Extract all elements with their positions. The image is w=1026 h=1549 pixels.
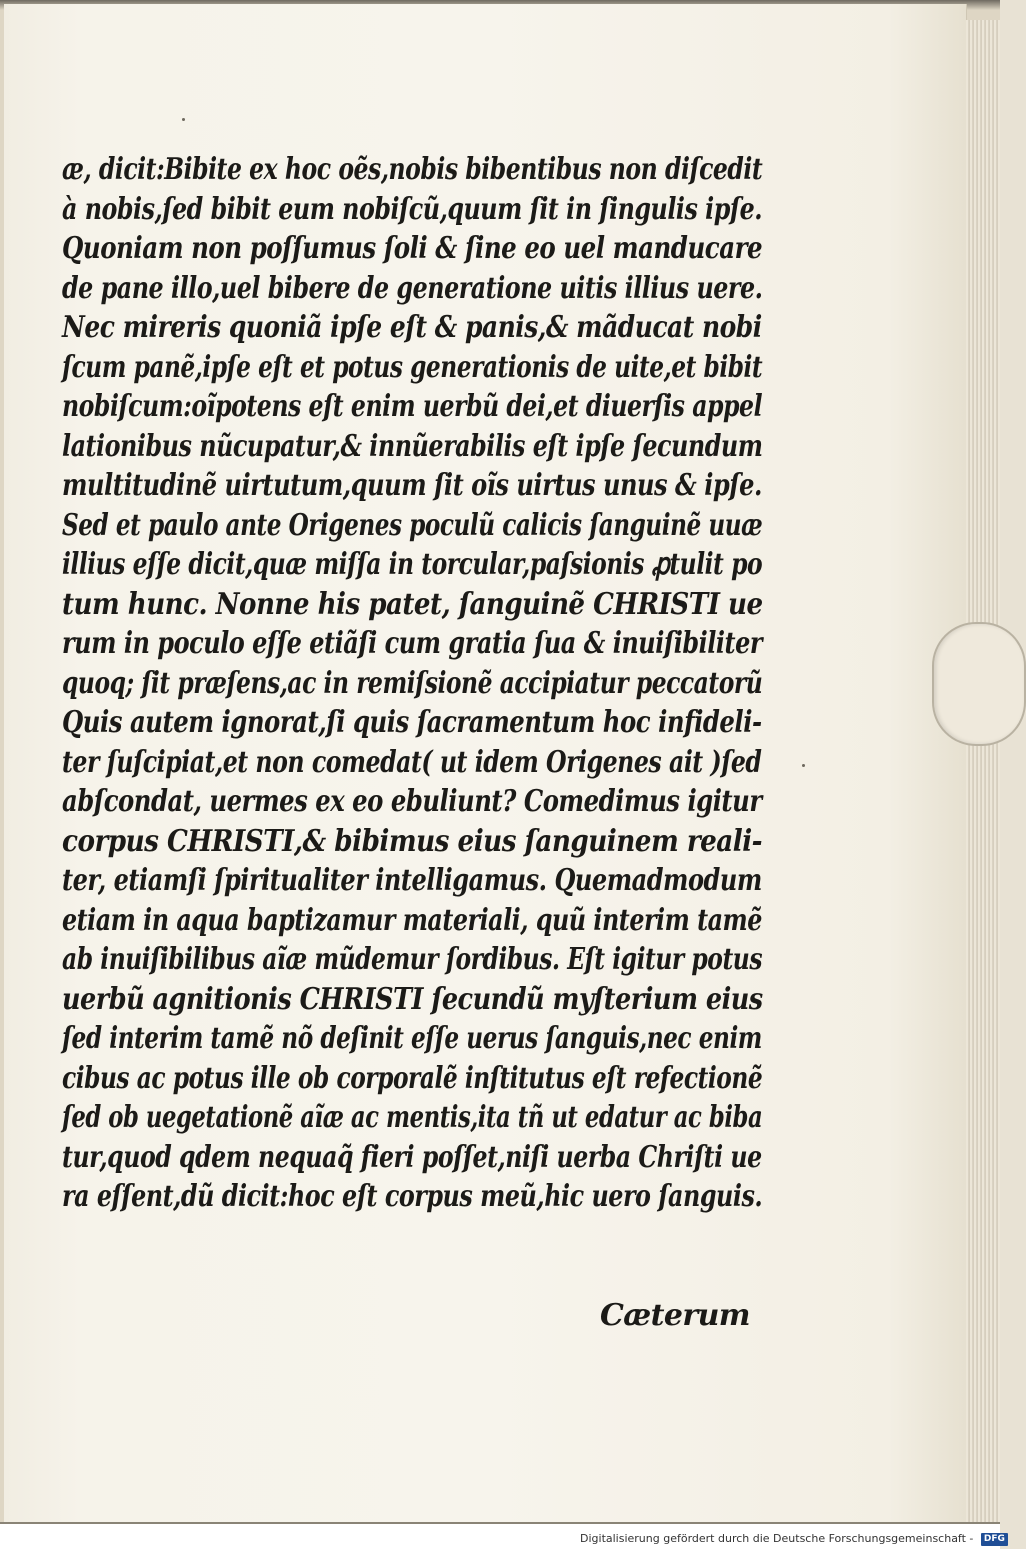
scanner-clamp [932,622,1026,746]
body-text [62,150,762,1217]
credit-text: Digitalisierung gefördert durch die Deutsche Forschungsgemeinschaft - [580,1532,974,1545]
text-line: lationibus nũcupatur,& innũerabilis eſt ipſe ſecundum [62,428,763,464]
text-line: æ, dicit:Bibite ex hoc oẽs,nobis bibentibus non diſcedit [62,152,763,187]
text-line: cibus ac potus ille ob corporalẽ inſtitutus eſt refectionẽ [62,1060,763,1096]
page-edge-stack [966,20,1000,1525]
ink-speck [182,118,185,121]
text-line: uerbũ agnitionis CHRISTI ſecundũ myſterium eius [62,981,763,1017]
dfg-logo-icon: DFG [981,1533,1008,1546]
text-line: rum in poculo eſſe etiãſi cum gratia ſua & inuiſibiliter [62,626,763,661]
text-line: de pane illo,uel bibere de generatione uitis illius uere. [62,270,763,306]
text-line: quoq; ſit præſens,ac in remiſsionẽ accipiatur peccatorũ [62,665,763,701]
text-line: Quoniam non poſſumus ſoli & ſine eo uel manducare [62,231,763,266]
text-line: à nobis,ſed bibit eum nobiſcũ,quum ſit in ſingulis ipſe. [62,191,763,227]
text-line: Sed et paulo ante Origenes poculũ calicis ſanguinẽ uuæ [62,507,763,543]
digitization-credit [580,1529,1005,1549]
text-line: corpus CHRISTI,& bibimus eius ſanguinem reali- [62,823,763,859]
catchword: Cæterum [600,1298,750,1333]
text-line: ter, etiamſi ſpiritualiter intelligamus. Quemadmodum [62,863,762,898]
text-line: ſed interim tamẽ nõ deſinit eſſe uerus ſanguis,nec enim [62,1021,762,1056]
text-line: ab inuiſibilibus aĩæ mũdemur ſordibus. Eſt igitur potus [62,942,763,977]
text-line: abſcondat, uermes ex eo ebuliunt? Comedimus igitur [62,784,762,819]
text-line: ſed ob uegetationẽ aĩæ ac mentis,ita tñ ut edatur ac biba [62,1100,763,1135]
ink-speck [802,764,805,767]
text-line: ſcum panẽ,ipſe eſt et potus generationis de uite,et bibit [62,349,763,385]
text-line: multitudinẽ uirtutum,quum ſit oĩs uirtus unus & ipſe. [62,468,762,503]
text-line: tur,quod qdem nequaq̃ fieri poſſet,niſi uerba Chriſti ue [62,1139,762,1175]
text-line: ra eſſent,dũ dicit:hoc eſt corpus meũ,hic uero ſanguis. [62,1179,763,1214]
text-line: Quis autem ignorat,ſi quis ſacramentum hoc infideli- [62,705,762,740]
text-line: etiam in aqua baptizamur materiali, quũ interim tamẽ [62,902,762,938]
text-line: illius eſſe dicit,quæ miſſa in torcular,paſsionis ꝓtulit po [62,547,763,582]
text-line: nobiſcum:oĩpotens eſt enim uerbũ dei,et diuerſis appel [62,389,763,424]
text-line: Nec mireris quoniã ipſe eſt & panis,& mãducat nobi [62,310,762,345]
text-line: ter ſuſcipiat,et non comedat( ut idem Origenes ait )ſed [62,744,762,780]
text-line: tum hunc. Nonne his patet, ſanguinẽ CHRISTI ue [62,586,763,622]
